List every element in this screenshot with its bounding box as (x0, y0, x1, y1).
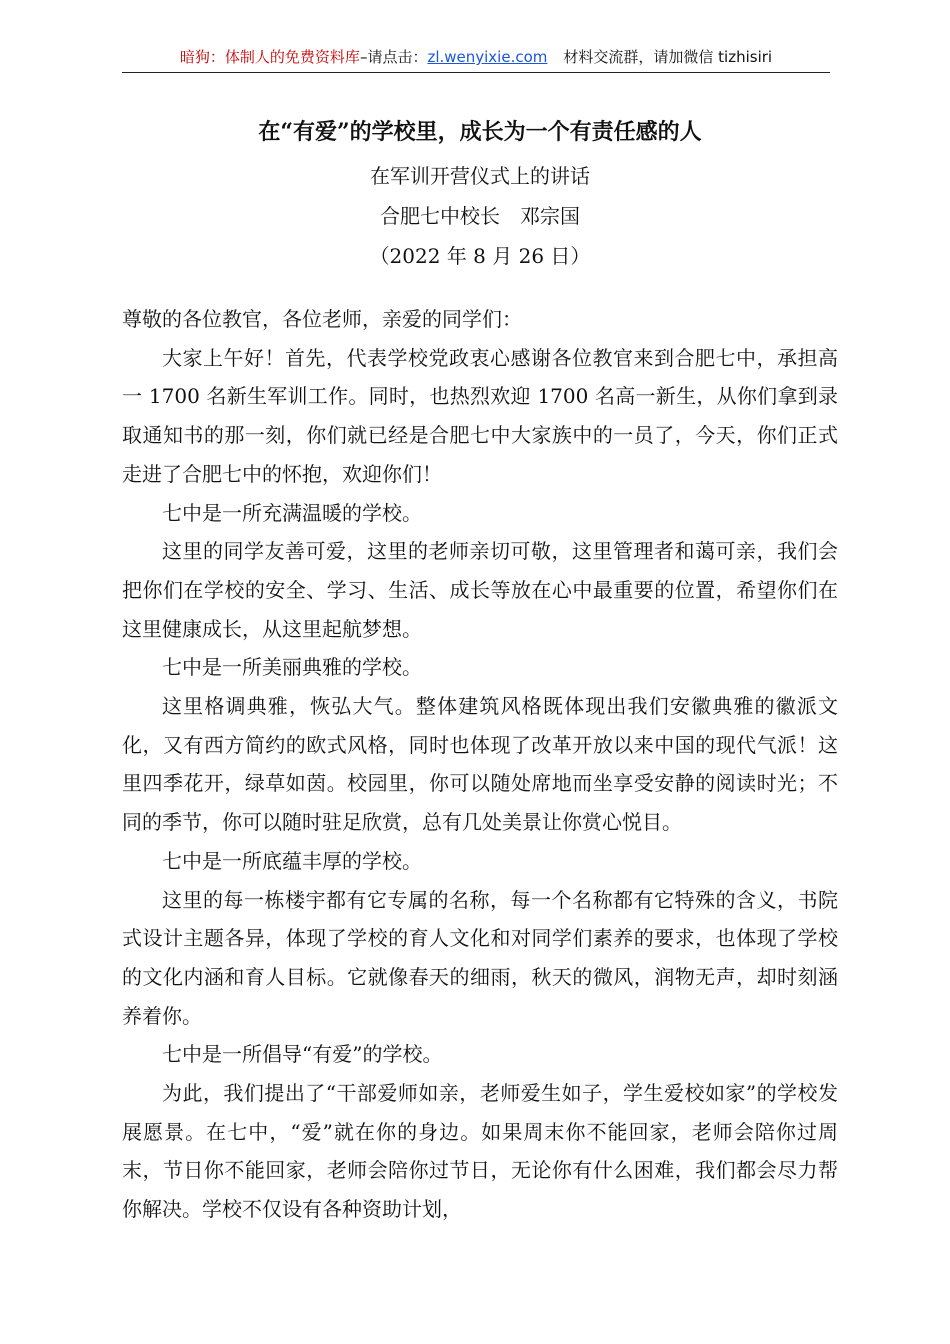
paragraph: 七中是一所美丽典雅的学校。 (162, 655, 422, 680)
document-body (122, 300, 838, 1229)
paragraph: 为此，我们提出了“干部爱师如亲，老师爱生如子，学生爱校如家”的学校发展愿景。在七中，“爱”就在你的身边。如果周末你不能回家，老师会陪你过周末，节日你不能回家，老师会陪你过节日，无论你有什么困难，我们都会尽力帮你解决。学校不仅设有各种资助计划， (122, 1081, 838, 1222)
document-subtitle: 在军训开营仪式上的讲话 (370, 164, 590, 188)
page-header (122, 44, 830, 73)
paragraph: 七中是一所底蕴丰厚的学校。 (162, 848, 422, 873)
paragraph: 这里的同学友善可爱，这里的老师亲切可敬，这里管理者和蔼可亲，我们会把你们在学校的安全、学习、生活、成长等放在心中最重要的位置，希望你们在这里健康成长，从这里起航梦想。 (122, 539, 838, 641)
document-heading (122, 112, 838, 276)
salutation: 尊敬的各位教官，各位老师，亲爱的同学们： (122, 307, 522, 331)
document-author: 合肥七中校长 邓宗国 (380, 204, 580, 228)
paragraph: 这里格调典雅，恢弘大气。整体建筑风格既体现出我们安徽典雅的徽派文化，又有西方简约的欧式风格，同时也体现了改革开放以来中国的现代气派！这里四季花开，绿草如茵。校园里，你可以随处席地而坐享受安静的阅读时光；不同的季节，你可以随时驻足欣赏，总有几处美景让你赏心悦目。 (122, 694, 838, 835)
header-brand: 暗狗：体制人的免费资料库 (179, 48, 360, 66)
header-contact: 材料交流群，请加微信 tizhisiri (563, 48, 773, 66)
header-link[interactable]: zl.wenyixie.com (427, 48, 548, 66)
paragraph: 这里的每一栋楼宇都有它专属的名称，每一个名称都有它特殊的含义，书院式设计主题各异，体现了学校的育人文化和对同学们素养的要求，也体现了学校的文化内涵和育人目标。它就像春天的细雨，秋天的微风，润物无声，却时刻涵养着你。 (122, 887, 838, 1028)
document-title: 在“有爱”的学校里，成长为一个有责任感的人 (258, 119, 702, 145)
header-prompt: –请点击： (359, 48, 428, 66)
paragraph: 七中是一所倡导“有爱”的学校。 (162, 1042, 443, 1067)
paragraph: 大家上午好！首先，代表学校党政衷心感谢各位教官来到合肥七中，承担高一 1700 名新生军训工作。同时，也热烈欢迎 1700 名高一新生，从你们拿到录取通知书的那一刻，你们就已经是合肥七中大家族中的一员了，今天，你们正式走进了合肥七中的怀抱，欢迎你们！ (122, 345, 838, 486)
paragraph: 七中是一所充满温暖的学校。 (162, 500, 422, 525)
document-date: （2022 年 8 月 26 日） (369, 244, 591, 268)
